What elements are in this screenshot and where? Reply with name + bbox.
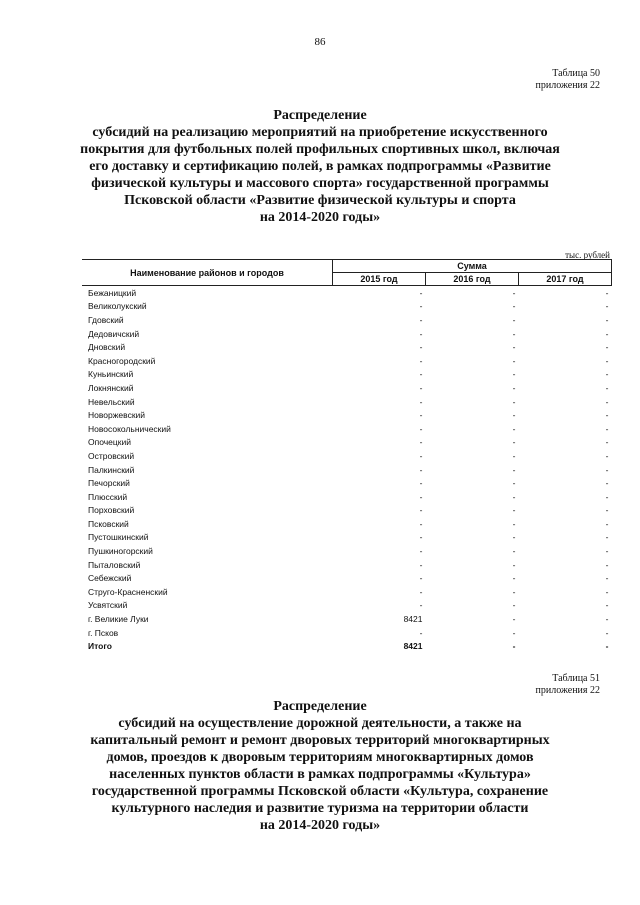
table51-title [40,698,600,834]
column-header-sum: Сумма [333,260,612,273]
title-line: на 2014-2020 годы» [259,818,381,833]
region-name-cell: Струго-Красненский [88,586,168,597]
value-2015-cell: - [419,464,423,475]
value-2017-cell: - [605,382,609,393]
column-header-2017: 2017 год [519,273,612,286]
value-2016-cell: - [512,505,516,516]
value-2016-cell: - [512,573,516,584]
table-row [82,571,612,585]
value-2017-cell: - [605,532,609,543]
region-name-cell: Куньинский [88,369,134,380]
value-2015-cell: - [419,518,423,529]
value-2017-cell: - [605,328,609,339]
value-2015-cell: - [419,478,423,489]
value-2016-cell: - [512,369,516,380]
value-2015-cell: - [419,532,423,543]
value-2017-cell: - [605,505,609,516]
region-name-cell: г. Великие Луки [88,614,149,625]
value-2017-cell: - [605,573,609,584]
value-2016-cell: - [512,627,516,638]
value-2015-cell: - [419,328,423,339]
value-2016-cell: - [512,328,516,339]
value-2016-cell: - [512,546,516,557]
region-name-cell: Итого [88,641,112,652]
region-name-cell: Себежский [88,573,132,584]
title-line: Псковской области «Развитие физической культуры и спорта [124,193,516,208]
value-2017-cell: - [605,450,609,461]
table-row [82,313,612,327]
table50-ref-line2: приложения 22 [535,80,600,91]
table-row [82,490,612,504]
value-2017-cell: - [605,355,609,366]
table-row [82,422,612,436]
value-2016-cell: - [512,410,516,421]
value-2015-cell: - [419,546,423,557]
table-row [82,517,612,531]
value-2016-cell: - [512,478,516,489]
value-2016-cell: - [512,355,516,366]
value-2015-cell: - [419,355,423,366]
value-2015-cell: 8421 [403,614,423,625]
table51-reference [536,673,600,697]
value-2015-cell: - [419,342,423,353]
region-name-cell: Плюсский [88,491,128,502]
title-line: культурного наследия и развитие туризма на территории области [111,801,529,816]
value-2015-cell: - [419,573,423,584]
table-body [82,286,612,654]
value-2017-cell: - [605,314,609,325]
region-name-cell: Пыталовский [88,559,141,570]
table-row [82,585,612,599]
value-2015-cell: - [419,505,423,516]
value-2016-cell: - [512,396,516,407]
value-2016-cell: - [512,464,516,475]
page-number: 86 [314,36,326,48]
value-2015-cell: - [419,600,423,611]
value-2016-cell: - [512,614,516,625]
title-line: физической культуры и массового спорта» государственной программы [91,176,549,191]
region-name-cell: Пушкиногорский [88,546,153,557]
value-2016-cell: - [512,532,516,543]
value-2016-cell: - [512,450,516,461]
region-name-cell: Красногородский [88,355,156,366]
total-row [82,639,612,653]
table-row [82,531,612,545]
title-line: субсидий на осуществление дорожной деятельности, а также на [118,716,522,731]
value-2015-cell: - [419,410,423,421]
region-name-cell: Дновский [88,342,126,353]
value-2017-cell: - [605,641,609,652]
title-line: государственной программы Псковской области «Культура, сохранение [91,784,549,799]
value-2016-cell: - [512,491,516,502]
value-2015-cell: - [419,369,423,380]
table-row [82,476,612,490]
region-name-cell: Локнянский [88,382,134,393]
region-name-cell: Опочецкий [88,437,131,448]
column-header-2015: 2015 год [333,273,426,286]
table-row [82,463,612,477]
table-row [82,626,612,640]
table-row [82,340,612,354]
value-2017-cell: - [605,342,609,353]
region-name-cell: г. Псков [88,627,119,638]
table-row [82,354,612,368]
column-header-2016: 2016 год [426,273,519,286]
value-2017-cell: - [605,559,609,570]
region-name-cell: Усвятский [88,600,128,611]
value-2016-cell: - [512,600,516,611]
value-2017-cell: - [605,478,609,489]
title-line: на 2014-2020 годы» [259,210,381,225]
value-2017-cell: - [605,437,609,448]
value-2016-cell: - [512,301,516,312]
region-name-cell: Дедовичский [88,328,140,339]
table-row [82,612,612,626]
value-2016-cell: - [512,342,516,353]
title-line: Распределение [273,699,367,714]
table-row [82,368,612,382]
table50-title [40,107,600,226]
value-2017-cell: - [605,627,609,638]
title-line: капитальный ремонт и ремонт дворовых территорий многоквартирных [90,733,550,748]
region-name-cell: Гдовский [88,314,124,325]
table-row [82,558,612,572]
table-row [82,381,612,395]
value-2015-cell: - [419,314,423,325]
title-line: Распределение [273,108,367,123]
table51-ref-line2: приложения 22 [535,685,600,696]
value-2017-cell: - [605,423,609,434]
value-2016-cell: - [512,287,516,298]
value-2017-cell: - [605,287,609,298]
value-2016-cell: - [512,382,516,393]
value-2017-cell: - [605,301,609,312]
table-row [82,327,612,341]
region-name-cell: Великолукский [88,301,147,312]
region-name-cell: Невельский [88,396,135,407]
value-2015-cell: - [419,450,423,461]
value-2015-cell: - [419,437,423,448]
table50-reference [536,68,600,92]
title-line: субсидий на реализацию мероприятий на приобретение искусственного [92,125,548,140]
value-2016-cell: - [512,437,516,448]
region-name-cell: Новоржевский [88,410,146,421]
value-2016-cell: - [512,423,516,434]
value-2017-cell: - [605,586,609,597]
region-name-cell: Палкинский [88,464,135,475]
table-row [82,504,612,518]
value-2015-cell: - [419,491,423,502]
units-label: тыс. рублей [565,250,610,260]
table-row [82,544,612,558]
value-2017-cell: - [605,491,609,502]
region-name-cell: Псковский [88,518,129,529]
value-2016-cell: - [512,559,516,570]
value-2015-cell: - [419,423,423,434]
value-2016-cell: - [512,518,516,529]
table-row [82,599,612,613]
table51-ref-line1: Таблица 51 [552,673,600,684]
value-2017-cell: - [605,464,609,475]
value-2017-cell: - [605,614,609,625]
value-2017-cell: - [605,600,609,611]
region-name-cell: Островский [88,450,135,461]
region-name-cell: Порховский [88,505,135,516]
distribution-table [82,259,612,653]
value-2017-cell: - [605,546,609,557]
region-name-cell: Новосокольнический [88,423,171,434]
table-row [82,408,612,422]
value-2015-cell: - [419,627,423,638]
value-2017-cell: - [605,518,609,529]
table-row [82,436,612,450]
table-row [82,286,612,300]
value-2015-cell: - [419,301,423,312]
region-name-cell: Пустошкинский [88,532,149,543]
title-line: покрытия для футбольных полей профильных спортивных школ, включая [80,142,560,157]
value-2015-cell: - [419,586,423,597]
table-row [82,395,612,409]
value-2015-cell: - [419,559,423,570]
value-2015-cell: - [419,287,423,298]
column-header-name: Наименование районов и городов [82,260,333,286]
region-name-cell: Бежаницкий [88,287,137,298]
title-line: его доставку и сертификацию полей, в рамках подпрограммы «Развитие [89,159,551,174]
value-2016-cell: - [512,586,516,597]
table50-ref-line1: Таблица 50 [552,68,600,79]
title-line: населенных пунктов области в рамках подпрограммы «Культура» [109,767,531,782]
table-row [82,300,612,314]
value-2017-cell: - [605,410,609,421]
value-2016-cell: - [512,314,516,325]
value-2017-cell: - [605,369,609,380]
title-line: домов, проездов к дворовым территориям многоквартирных домов [106,750,534,765]
value-2017-cell: - [605,396,609,407]
value-2015-cell: - [419,382,423,393]
value-2015-cell: - [419,396,423,407]
value-2016-cell: - [512,641,516,652]
value-2015-cell: 8421 [403,641,423,652]
region-name-cell: Печорский [88,478,130,489]
table-row [82,449,612,463]
